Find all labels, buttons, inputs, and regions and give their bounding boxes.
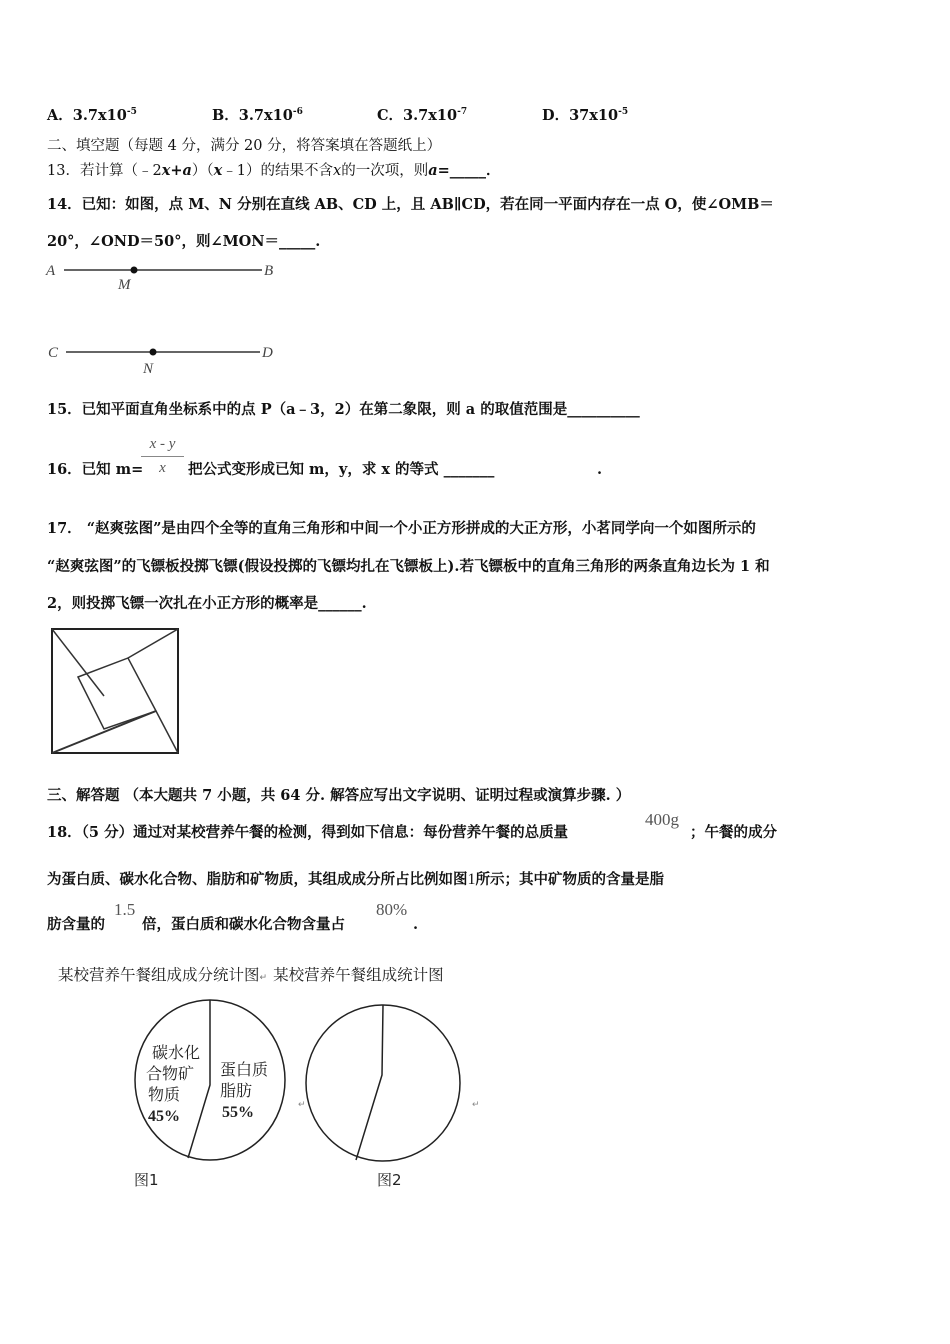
point-m [131,267,138,274]
pie1-right-line1: 蛋白质 [220,1060,269,1079]
zhao-shuang-figure [48,625,183,757]
label-a: A [46,263,56,279]
pie2-return-mark: ↵ [472,1099,480,1109]
pie-chart-1 [134,1000,306,1189]
q16-fraction [141,434,184,477]
q12-option-d: D．$37x10^{-5}$ [542,107,629,124]
q18-line1-b: ；午餐的成分 [690,824,777,841]
pie1-return-mark: ↵ [298,1099,306,1109]
pie2-caption: 图2 [377,1171,402,1189]
label-n: N [143,361,154,377]
q18-mass: 400g [645,810,679,829]
label-b: B [264,263,274,279]
chart1-title: 某校营养午餐组成成分统计图 [58,966,260,984]
q18-line3-c: . [413,916,419,933]
chart-titles: 某校营养午餐组成成分统计图↵ 某校营养午餐组成统计图 [58,966,444,984]
inner-square [78,658,156,729]
pie1-left-line3: 物质 [148,1085,181,1104]
q12-option-c: C．$3.7x10^{-7}$ [377,107,468,124]
q16-prefix: 16．已知 m= [47,461,144,478]
q16-end: . [597,461,603,478]
section2-title: 二、填空题（每题 4 分，满分 20 分，将答案填在答题纸上） [47,138,442,154]
label-c: C [48,345,59,361]
q14-line2: 20°，∠OND＝50°，则∠MON＝_____. [47,233,321,250]
q18-line3-b: 倍，蛋白质和碳水化合物含量占 [142,916,345,933]
q16-numerator: x - y [149,436,176,452]
q17-line2: “赵爽弦图”的飞镖板投掷飞镖(假设投掷的飞镖均扎在飞镖板上).若飞镖板中的直角三角形的两条直角边长为 1 和 [47,558,770,575]
q18-line3-a: 肪含量的 [47,916,105,933]
pie-chart-2 [306,1005,480,1189]
section3-title: 三、解答题 （本大题共 7 小题，共 64 分. 解答应写出文字说明、证明过程或演算步骤. ） [47,787,631,804]
pie1-left-pct: 45% [148,1108,180,1125]
pie1-right-line2: 脂肪 [220,1081,253,1100]
q17-line3: 2，则投掷飞镖一次扎在小正方形的概率是______. [47,595,367,612]
q14-line1: 14．已知：如图，点 M、N 分别在直线 AB、CD 上，且 AB∥CD，若在同一平面内存在一点 O，使∠OMB＝ [47,196,774,213]
q17-line1: 17． “赵爽弦图”是由四个全等的直角三角形和中间一个小正方形拼成的大正方形，小茗同学向一个如图所示的 [47,520,756,537]
q18-ratio: 1.5 [114,900,136,919]
pie-charts [60,995,500,1195]
q12-option-b: B．$3.7x10^{-6}$ [212,107,303,124]
pie1-caption: 图1 [134,1171,159,1189]
q16-suffix: 把公式变形成已知 m，y，求 x 的等式 _______ [188,461,495,478]
q12-option-a: A．$3.7x10^{-5}$ [47,107,137,124]
q13-text: 13．若计算（﹣2x+a）（x﹣1）的结果不含x的一次项，则a=_____． [47,162,501,179]
q14-parallel-lines-figure [40,255,290,380]
chart2-title: 某校营养午餐组成统计图 [273,966,444,984]
outer-square [52,629,178,753]
pie1-right-pct: 55% [222,1104,254,1121]
pie1-left-line1: 碳水化 [152,1043,201,1062]
q18-line2: 为蛋白质、碳水化合物、脂肪和矿物质，其组成成分所占比例如图1所示；其中矿物质的含量是脂 [47,871,664,888]
q18-line1-a: 18．（5 分）通过对某校营养午餐的检测，得到如下信息：每份营养午餐的总质量 [47,824,569,841]
label-d: D [262,345,273,361]
q15-text: 15．已知平面直角坐标系中的点 P（a﹣3，2）在第二象限，则 a 的取值范围是__________ [47,401,640,418]
label-m: M [118,277,131,293]
pie1-left-line2: 合物矿 [146,1064,195,1083]
q16-denominator: x [159,460,166,476]
pie2-divider [356,1005,383,1160]
point-n [150,349,157,356]
q18-percent: 80% [376,900,408,919]
